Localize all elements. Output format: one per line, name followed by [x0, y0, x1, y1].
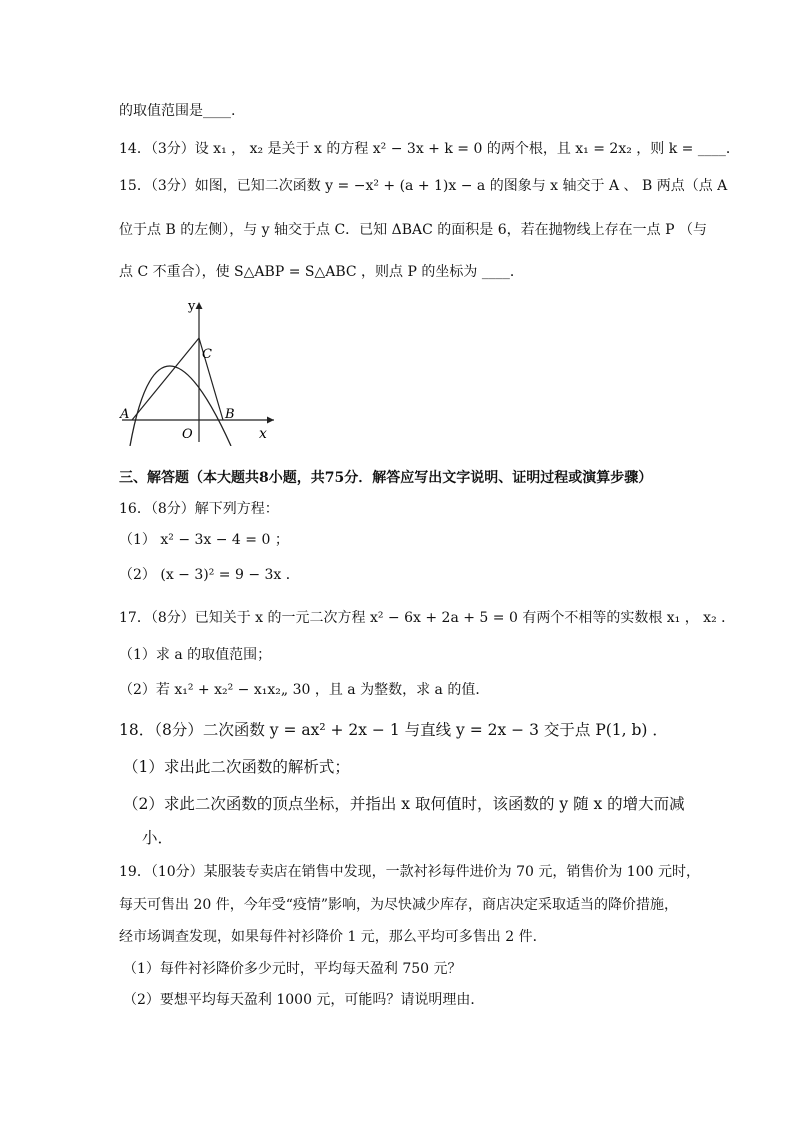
parabola-figure [118, 296, 278, 446]
segment-ac [132, 338, 199, 420]
q16-text: 16．（8分）解下列方程： [119, 501, 279, 517]
q15-line-3: 点 C 不重合），使 S△ABP = S△ABC ，则点 P 的坐标为 ____． [119, 264, 524, 280]
q18-part-2-cont: 小． [142, 829, 174, 847]
q16-part-2: （2） (x − 3)² = 9 − 3x ． [119, 567, 300, 583]
q17-text: 17．（8分）已知关于 x 的一元二次方程 x² − 6x + 2a + 5 = 0 有两个不相等的实数根 x₁ ， x₂ ． [119, 610, 736, 626]
q18-part-2: （2）求此二次函数的顶点坐标，并指出 x 取何值时，该函数的 y 随 x 的增大而减 [123, 795, 685, 813]
point-c-label: C [202, 347, 212, 362]
q13-tail: 的取值范围是____. [119, 103, 236, 119]
q14-text: 14．（3分）设 x₁ ， x₂ 是关于 x 的方程 x² − 3x + k = 0 的两个根，且 x₁ = 2x₂ ，则 k = ____． [119, 141, 740, 157]
x-axis-arrow [267, 417, 274, 424]
point-b-label: B [225, 407, 235, 422]
q15-line-2: 位于点 B 的左侧），与 y 轴交于点 C．已知 ΔBAC 的面积是 6，若在抛物线上存在一点 P （与 [119, 222, 707, 238]
y-axis-arrow [196, 302, 203, 309]
q18-part-1: （1）求出此二次函数的解析式； [123, 758, 350, 776]
x-axis-label: x [259, 426, 267, 442]
q17-part-2: （2）若 x₁² + x₂² − x₁x₂„ 30 ，且 a 为整数，求 a 的值． [119, 682, 490, 698]
q15-line-1: 15．（3分）如图，已知二次函数 y = −x² + (a + 1)x − a 的图象与 x 轴交于 A 、 B 两点（点 A [119, 178, 728, 194]
q19-part-2: （2）要想平均每天盈利 1000 元，可能吗？请说明理由． [123, 992, 485, 1008]
q19-line-2: 每天可售出 20 件，今年受“疫情”影响，为尽快减少库存，商店决定采取适当的降价措施， [119, 897, 679, 913]
q19-line-1: 19．（10分）某服装专卖店在销售中发现，一款衬衫每件进价为 70 元，销售价为 100 元时， [119, 864, 700, 880]
q19-part-1: （1）每件衬衫降价多少元时，平均每天盈利 750 元？ [123, 961, 462, 977]
q16-part-1: （1） x² − 3x − 4 = 0 ； [119, 532, 289, 548]
q19-line-3: 经市场调查发现，如果每件衬衫降价 1 元，那么平均可多售出 2 件． [119, 929, 547, 945]
point-a-label: A [120, 407, 130, 422]
q17-part-1: （1）求 a 的取值范围； [119, 647, 272, 663]
origin-label: O [182, 427, 193, 442]
q18-text: 18．（8分）二次函数 y = ax² + 2x − 1 与直线 y = 2x − 3 交于点 P(1, b) ． [119, 721, 668, 739]
parabola-curve [130, 366, 231, 446]
y-axis-label: y [188, 299, 196, 314]
section-three-heading: 三、解答题（本大题共8小题，共75分．解答应写出文字说明、证明过程或演算步骤） [119, 470, 653, 486]
